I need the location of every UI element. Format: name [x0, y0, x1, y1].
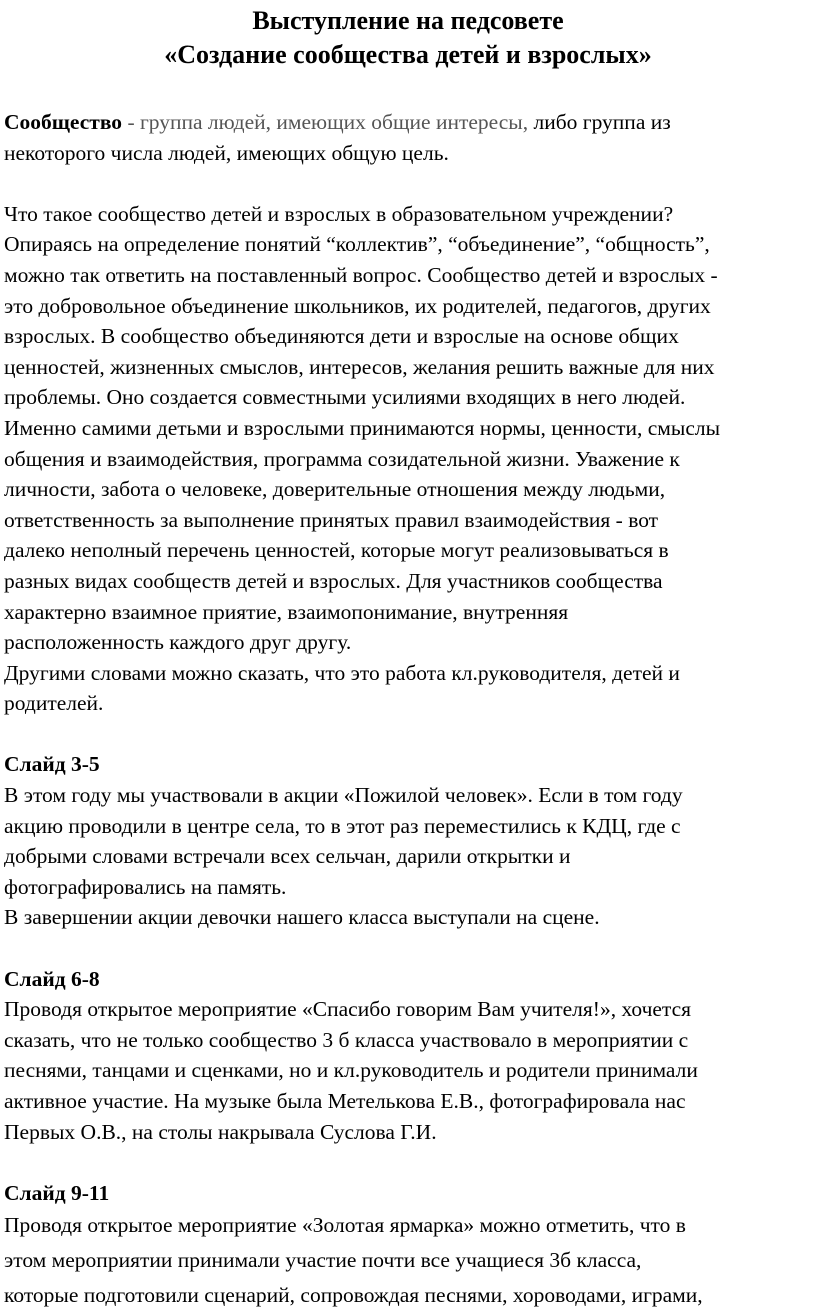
intro-line: Опираясь на определение понятий “коллектив”, “объединение”, “общность”,	[4, 232, 710, 257]
slide-heading: Слайд 9-11	[4, 1180, 110, 1205]
slide-heading: Слайд 3-5	[4, 752, 100, 777]
slide-text-line: сказать, что не только сообщество 3 б класса участвовало в мероприятии с	[4, 1027, 689, 1052]
title-line-1: Выступление на педсовете	[252, 6, 564, 35]
slide-text-line: В этом году мы участвовали в акции «Пожилой человек». Если в том году	[4, 783, 683, 808]
slide-section-6-8	[4, 964, 810, 1148]
intro-line: далеко неполный перечень ценностей, которые могут реализовываться в	[4, 538, 669, 563]
document-body	[4, 107, 810, 1313]
intro-line: взрослых. В сообщество объединяются дети и взрослые на основе общих	[4, 324, 679, 349]
definition-rest: либо группа из	[528, 110, 671, 134]
slide-text-line: акцию проводили в центре села, то в этот раз переместились к КДЦ, где с	[4, 813, 681, 838]
slide-text-line: В завершении акции девочки нашего класса выступали на сцене.	[4, 905, 600, 930]
intro-line: общения и взаимодействия, программа созидательной жизни. Уважение к	[4, 446, 680, 471]
slide-text-line: фотографировались на память.	[4, 874, 287, 899]
definition-paragraph	[4, 107, 810, 168]
intro-line: Что такое сообщество детей и взрослых в образовательном учреждении?	[4, 201, 674, 226]
intro-line: характерно взаимное приятие, взаимопонимание, внутренняя	[4, 599, 569, 624]
intro-line: это добровольное объединение школьников, их родителей, педагогов, других	[4, 293, 711, 318]
intro-line: расположенность каждого друг другу.	[4, 630, 352, 655]
intro-line: Другими словами можно сказать, что это работа кл.руководителя, детей и	[4, 660, 680, 685]
slide-text-line: песнями, танцами и сценками, но и кл.руководитель и родители принимали	[4, 1058, 698, 1083]
definition-gray-text: - группа людей, имеющих общие интересы,	[122, 110, 529, 134]
slide-heading: Слайд 6-8	[4, 966, 100, 991]
slide-text	[4, 1208, 810, 1313]
intro-line: ценностей, жизненных смыслов, интересов, желания решить важные для них	[4, 354, 715, 379]
definition-term: Сообщество	[4, 110, 123, 134]
slide-section-3-5	[4, 749, 810, 933]
definition-line-2: некоторого числа людей, имеющих общую цель.	[4, 140, 449, 165]
intro-line: разных видах сообществ детей и взрослых. Для участников сообщества	[4, 568, 663, 593]
title-line-2: «Создание сообщества детей и взрослых»	[164, 40, 652, 69]
slide-text-line: Проводя открытое мероприятие «Золотая ярмарка» можно отметить, что в	[4, 1213, 686, 1238]
intro-line: проблемы. Оно создается совместными усилиями входящих в него людей.	[4, 385, 686, 410]
intro-line: можно так ответить на поставленный вопрос. Сообщество детей и взрослых -	[4, 262, 718, 287]
slide-text	[4, 780, 810, 933]
intro-line: Именно самими детьми и взрослыми принимаются нормы, ценности, смыслы	[4, 415, 721, 440]
intro-line: родителей.	[4, 691, 104, 716]
slide-text-line: Проводя открытое мероприятие «Спасибо говорим Вам учителя!», хочется	[4, 997, 692, 1022]
slide-text	[4, 994, 810, 1147]
document-title	[0, 0, 816, 72]
slide-text-line: этом мероприятии принимали участие почти все учащиеся 3б класса,	[4, 1248, 642, 1273]
intro-line: личности, забота о человеке, доверительные отношения между людьми,	[4, 477, 666, 502]
slide-section-9-11	[4, 1178, 810, 1313]
intro-line: ответственность за выполнение принятых правил взаимодействия - вот	[4, 507, 659, 532]
slide-text-line: Первых О.В., на столы накрывала Суслова Г.И.	[4, 1119, 437, 1144]
slide-text-line: добрыми словами встречали всех сельчан, дарили открытки и	[4, 844, 571, 869]
intro-paragraph	[4, 199, 810, 719]
slide-text-line: активное участие. На музыке была Метелькова Е.В., фотографировала нас	[4, 1089, 686, 1113]
slide-text-line: которые подготовили сценарий, сопровождая песнями, хороводами, играми,	[4, 1283, 703, 1308]
